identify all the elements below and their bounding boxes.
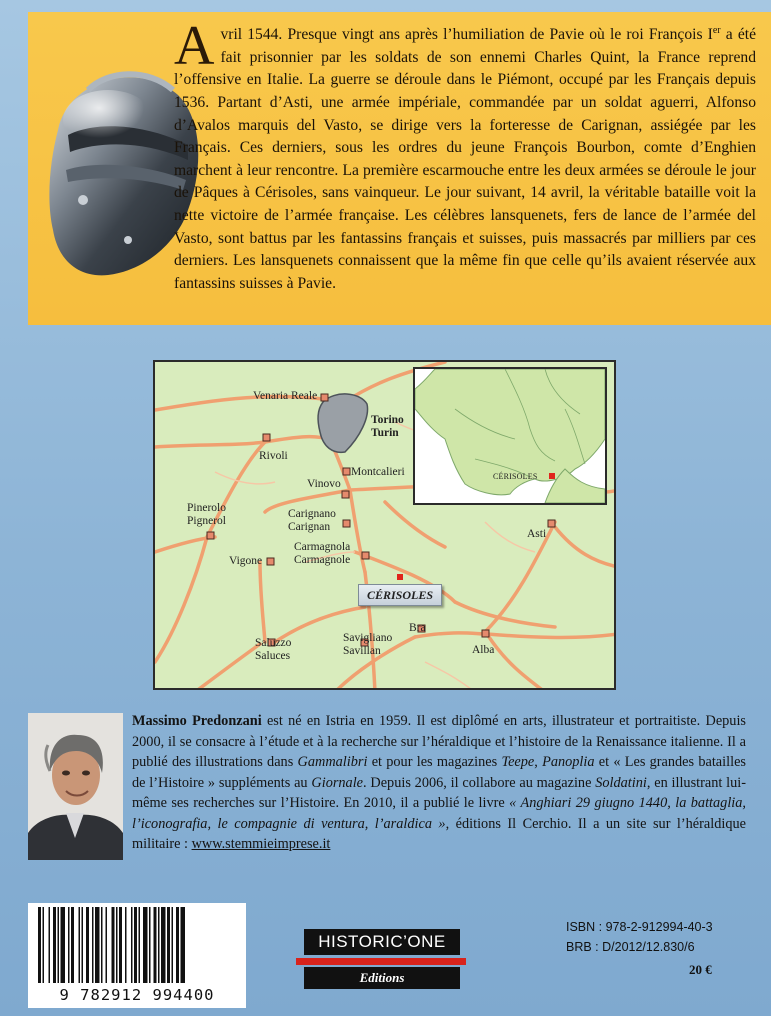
barcode-digits: 9 782912 994400 xyxy=(59,986,215,1004)
logo-red-bar xyxy=(296,958,466,965)
intro-paragraph xyxy=(174,15,756,295)
bio-italic: Soldatini xyxy=(595,774,647,791)
city-label-moncalieri: Montcalieri xyxy=(351,466,405,478)
price: 20 € xyxy=(689,962,712,977)
inset-map-france xyxy=(413,367,607,505)
bio-italic: Panoplia xyxy=(542,754,595,770)
city-label-carignano: Carignano Carignan xyxy=(288,508,336,533)
city-label-rivoli: Rivoli xyxy=(259,450,288,462)
intro-text-part-1: vril 1544. Presque vingt ans après l’humiliation de Pavie où le roi François I xyxy=(220,26,713,44)
city-label-vinovo: Vinovo xyxy=(307,478,341,490)
city-label-asti: Asti xyxy=(527,528,547,540)
bio-text: , en illustrant lui-même ses recherches sur l’Histoire. En 2010, il a publié le livre xyxy=(132,774,746,811)
bio-italic: Gammalibri xyxy=(297,754,368,770)
city-label-carmagnola: Carmagnola Carmagnole xyxy=(294,541,351,566)
battle-map xyxy=(153,360,616,690)
city-label-venaria: Venaria Reale xyxy=(253,390,318,402)
city-label-torino: Torino Turin xyxy=(371,414,404,439)
author-portrait xyxy=(28,713,123,860)
intro-text-part-2: a été fait prisonnier par les soldats de son ennemi Charles Quint, la France reprend l’offensive en Italie. La guerre se déroule dans le Piémont, occupé par les Français depuis 1536. Partant d’Asti, une armée impériale, commandée par un soldat aguerri, Alfonso d’Avalos marquis del Vasto, se dirige vers la forteresse de Carignan, assiégée par les Français. Ces derniers, sous les ordres du jeune François Bourbon, comte d’Enghien marchent à leur rencontre. La première escarmouche entre les deux armées se déroule le jour de Pâques à Cérisoles, sans vainqueur. Le jour suivant, 14 avril, la véritable bataille voit la nette victoire de l’armée française. Les célèbres lansquenets, fers de lance de l’armée del Vasto, sont battus par les fantassins français et suisses, puis massacrés par milliers par ces derniers. Les lansquenets connaissent que la même fin que celle qu’ils avaient réservée aux fantassins suisses à Pavie. xyxy=(174,26,756,292)
bio-text: et « Les grandes batailles de l’Histoire » suppléments au xyxy=(132,754,746,791)
city-label-pinerolo: Pinerolo Pignerol xyxy=(187,502,226,527)
brb: BRB : D/2012/12.830/6 xyxy=(566,940,695,954)
bio-italic: Teepe xyxy=(501,754,535,770)
inset-location-label: CÉRISOLES xyxy=(493,472,538,481)
author-name: Massimo Predonzani xyxy=(132,713,262,729)
publisher-logo xyxy=(296,929,466,989)
bio-italic: « Anghiari 29 giugno 1440, la battaglia, l’iconografia, le compagnie di ventura, l’araldica » xyxy=(132,795,746,832)
isbn: ISBN : 978-2-912994-40-3 xyxy=(566,920,713,934)
author-bio xyxy=(132,711,746,855)
intro-panel xyxy=(28,12,771,325)
publisher-name: HISTORIC’ONE xyxy=(304,929,460,955)
bio-text: , xyxy=(534,754,543,770)
dropcap: A xyxy=(174,15,215,77)
bio-text: . Depuis 2006, il collabore au magazine xyxy=(363,774,596,791)
author-photo xyxy=(28,713,123,860)
battle-location-label: CÉRISOLES xyxy=(358,584,442,606)
publisher-subtitle: Editions xyxy=(304,967,460,989)
bio-text: , éditions Il Cerchio. Il a un site sur l’héraldique militaire : xyxy=(132,815,746,852)
author-website-link[interactable]: www.stemmieimprese.it xyxy=(191,836,331,852)
barcode-bars xyxy=(28,903,246,985)
bio-italic: Giornale xyxy=(311,774,364,791)
intro-superscript: er xyxy=(712,25,721,36)
bio-text: est né en Istria en 1959. Il est diplômé en arts, illustrateur et portraitiste. Depuis 2000, il se consacre à l’étude et à la recherche sur l’héraldique et l’histoire de la Renaissance italienne. Il a publié des illustrations dans xyxy=(132,713,746,770)
city-label-alba: Alba xyxy=(472,644,495,656)
inset-map-shape xyxy=(415,369,605,503)
city-label-vigone: Vigone xyxy=(229,555,263,567)
city-label-bra: Bra xyxy=(409,622,426,634)
isbn-block xyxy=(566,917,713,957)
barcode xyxy=(28,903,246,1008)
city-label-saluzzo: Saluzzo Saluces xyxy=(255,637,292,662)
bio-text: et pour les magazines xyxy=(367,754,502,770)
city-label-savigliano: Savigliano Savillan xyxy=(343,632,393,657)
